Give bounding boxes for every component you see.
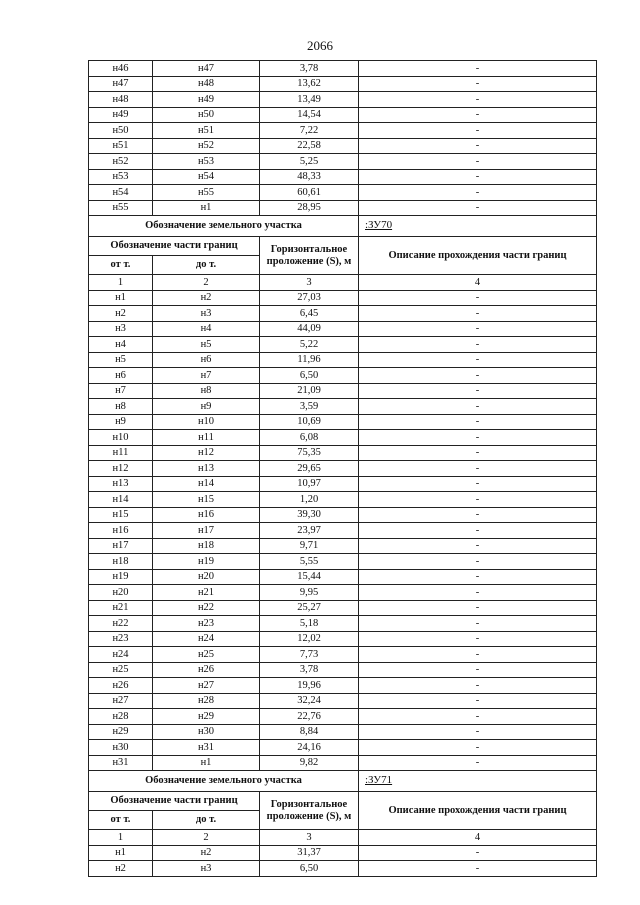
table-row <box>89 740 597 756</box>
table-row <box>89 755 597 771</box>
to-point-cell: н24 <box>153 631 260 647</box>
distance-cell: 29,65 <box>260 461 359 477</box>
from-point-cell: н15 <box>89 507 153 523</box>
description-cell: - <box>359 200 597 216</box>
distance-cell: 6,50 <box>260 861 359 877</box>
from-point-cell: н7 <box>89 383 153 399</box>
description-cell: - <box>359 169 597 185</box>
table-row <box>89 445 597 461</box>
description-cell: - <box>359 92 597 108</box>
description-cell: - <box>359 337 597 353</box>
table-row <box>89 507 597 523</box>
boundary-table-body <box>89 61 597 877</box>
from-point-cell: н27 <box>89 693 153 709</box>
distance-cell: 24,16 <box>260 740 359 756</box>
description-cell: - <box>359 399 597 415</box>
description-cell: - <box>359 352 597 368</box>
description-cell: - <box>359 693 597 709</box>
to-point-cell: н47 <box>153 61 260 77</box>
table-row <box>89 76 597 92</box>
column-number-cell: 3 <box>260 830 359 846</box>
parcel-designation-row <box>89 216 597 237</box>
from-point-cell: н26 <box>89 678 153 694</box>
table-row <box>89 631 597 647</box>
from-point-header: от т. <box>89 256 153 275</box>
to-point-cell: н19 <box>153 554 260 570</box>
distance-cell: 44,09 <box>260 321 359 337</box>
table-row <box>89 600 597 616</box>
description-cell: - <box>359 600 597 616</box>
description-cell: - <box>359 414 597 430</box>
table-row <box>89 662 597 678</box>
table-row <box>89 169 597 185</box>
from-point-cell: н5 <box>89 352 153 368</box>
to-point-cell: н8 <box>153 383 260 399</box>
table-row <box>89 461 597 477</box>
distance-header: Горизонтальное проложение (S), м <box>260 792 359 830</box>
part-label-header: Обозначение части границ <box>89 792 260 811</box>
to-point-cell: н3 <box>153 861 260 877</box>
to-point-cell: н55 <box>153 185 260 201</box>
to-point-cell: н26 <box>153 662 260 678</box>
to-point-cell: н22 <box>153 600 260 616</box>
description-cell: - <box>359 538 597 554</box>
from-point-cell: н2 <box>89 861 153 877</box>
distance-cell: 39,30 <box>260 507 359 523</box>
to-point-cell: н51 <box>153 123 260 139</box>
table-row <box>89 383 597 399</box>
from-point-cell: н10 <box>89 430 153 446</box>
description-cell: - <box>359 569 597 585</box>
distance-cell: 25,27 <box>260 600 359 616</box>
description-cell: - <box>359 492 597 508</box>
distance-cell: 15,44 <box>260 569 359 585</box>
distance-cell: 9,71 <box>260 538 359 554</box>
description-cell: - <box>359 678 597 694</box>
description-cell: - <box>359 368 597 384</box>
table-row <box>89 616 597 632</box>
table-row <box>89 399 597 415</box>
description-cell: - <box>359 709 597 725</box>
table-row <box>89 321 597 337</box>
to-point-cell: н14 <box>153 476 260 492</box>
from-point-cell: н8 <box>89 399 153 415</box>
part-label-header: Обозначение части границ <box>89 237 260 256</box>
distance-cell: 5,25 <box>260 154 359 170</box>
column-number-cell: 3 <box>260 275 359 291</box>
to-point-cell: н11 <box>153 430 260 446</box>
description-cell: - <box>359 724 597 740</box>
distance-cell: 5,18 <box>260 616 359 632</box>
to-point-cell: н9 <box>153 399 260 415</box>
from-point-cell: н24 <box>89 647 153 663</box>
table-row <box>89 185 597 201</box>
distance-cell: 31,37 <box>260 845 359 861</box>
description-cell: - <box>359 647 597 663</box>
from-point-cell: н31 <box>89 755 153 771</box>
description-cell: - <box>359 631 597 647</box>
to-point-cell: н12 <box>153 445 260 461</box>
parcel-designation-row <box>89 771 597 792</box>
description-cell: - <box>359 445 597 461</box>
from-point-cell: н4 <box>89 337 153 353</box>
description-cell: - <box>359 430 597 446</box>
from-point-cell: н12 <box>89 461 153 477</box>
to-point-cell: н1 <box>153 200 260 216</box>
distance-cell: 3,78 <box>260 662 359 678</box>
description-cell: - <box>359 154 597 170</box>
table-row <box>89 678 597 694</box>
description-cell: - <box>359 383 597 399</box>
from-point-cell: н6 <box>89 368 153 384</box>
distance-cell: 75,35 <box>260 445 359 461</box>
table-row <box>89 523 597 539</box>
to-point-cell: н3 <box>153 306 260 322</box>
column-number-row <box>89 830 597 846</box>
from-point-cell: н47 <box>89 76 153 92</box>
to-point-cell: н48 <box>153 76 260 92</box>
from-point-cell: н49 <box>89 107 153 123</box>
table-row <box>89 845 597 861</box>
from-point-cell: н23 <box>89 631 153 647</box>
table-row <box>89 724 597 740</box>
table-row <box>89 647 597 663</box>
column-number-cell: 4 <box>359 275 597 291</box>
description-cell: - <box>359 123 597 139</box>
description-cell: - <box>359 476 597 492</box>
to-point-cell: н5 <box>153 337 260 353</box>
description-header: Описание прохождения части границ <box>359 237 597 275</box>
description-cell: - <box>359 306 597 322</box>
from-point-cell: н19 <box>89 569 153 585</box>
description-cell: - <box>359 138 597 154</box>
table-header-row <box>89 237 597 256</box>
table-row <box>89 123 597 139</box>
description-cell: - <box>359 861 597 877</box>
table-row <box>89 538 597 554</box>
boundary-table <box>88 60 597 877</box>
distance-cell: 21,09 <box>260 383 359 399</box>
distance-cell: 1,20 <box>260 492 359 508</box>
to-point-cell: н7 <box>153 368 260 384</box>
page-number: 2066 <box>307 38 333 53</box>
description-cell: - <box>359 740 597 756</box>
to-point-cell: н1 <box>153 755 260 771</box>
description-cell: - <box>359 755 597 771</box>
from-point-cell: н22 <box>89 616 153 632</box>
parcel-label: Обозначение земельного участка <box>89 216 359 237</box>
table-row <box>89 352 597 368</box>
description-cell: - <box>359 585 597 601</box>
from-point-cell: н13 <box>89 476 153 492</box>
table-row <box>89 306 597 322</box>
table-row <box>89 154 597 170</box>
from-point-cell: н29 <box>89 724 153 740</box>
description-cell: - <box>359 107 597 123</box>
distance-cell: 14,54 <box>260 107 359 123</box>
distance-cell: 13,49 <box>260 92 359 108</box>
description-cell: - <box>359 461 597 477</box>
from-point-cell: н52 <box>89 154 153 170</box>
from-point-cell: н1 <box>89 290 153 306</box>
table-row <box>89 861 597 877</box>
distance-cell: 32,24 <box>260 693 359 709</box>
from-point-cell: н21 <box>89 600 153 616</box>
to-point-cell: н23 <box>153 616 260 632</box>
table-row <box>89 200 597 216</box>
distance-cell: 5,22 <box>260 337 359 353</box>
distance-cell: 27,03 <box>260 290 359 306</box>
from-point-cell: н53 <box>89 169 153 185</box>
from-point-cell: н3 <box>89 321 153 337</box>
table-row <box>89 554 597 570</box>
table-header-row <box>89 792 597 811</box>
distance-cell: 13,62 <box>260 76 359 92</box>
table-row <box>89 61 597 77</box>
description-cell: - <box>359 290 597 306</box>
description-cell: - <box>359 61 597 77</box>
description-cell: - <box>359 507 597 523</box>
from-point-cell: н20 <box>89 585 153 601</box>
distance-cell: 6,50 <box>260 368 359 384</box>
from-point-cell: н51 <box>89 138 153 154</box>
table-row <box>89 92 597 108</box>
distance-cell: 7,73 <box>260 647 359 663</box>
to-point-cell: н10 <box>153 414 260 430</box>
distance-cell: 23,97 <box>260 523 359 539</box>
to-point-cell: н13 <box>153 461 260 477</box>
from-point-cell: н25 <box>89 662 153 678</box>
distance-cell: 6,45 <box>260 306 359 322</box>
parcel-code: :ЗУ70 <box>359 216 597 237</box>
from-point-cell: н28 <box>89 709 153 725</box>
from-point-cell: н17 <box>89 538 153 554</box>
from-point-cell: н14 <box>89 492 153 508</box>
from-point-cell: н50 <box>89 123 153 139</box>
to-point-cell: н15 <box>153 492 260 508</box>
distance-cell: 3,78 <box>260 61 359 77</box>
distance-cell: 7,22 <box>260 123 359 139</box>
to-point-cell: н28 <box>153 693 260 709</box>
distance-cell: 9,95 <box>260 585 359 601</box>
distance-cell: 6,08 <box>260 430 359 446</box>
description-cell: - <box>359 321 597 337</box>
to-point-cell: н30 <box>153 724 260 740</box>
table-row <box>89 476 597 492</box>
from-point-cell: н9 <box>89 414 153 430</box>
table-row <box>89 107 597 123</box>
description-cell: - <box>359 554 597 570</box>
from-point-cell: н16 <box>89 523 153 539</box>
from-point-cell: н18 <box>89 554 153 570</box>
table-row <box>89 569 597 585</box>
to-point-cell: н2 <box>153 290 260 306</box>
distance-cell: 10,97 <box>260 476 359 492</box>
table-row <box>89 290 597 306</box>
distance-cell: 5,55 <box>260 554 359 570</box>
distance-cell: 11,96 <box>260 352 359 368</box>
from-point-cell: н1 <box>89 845 153 861</box>
to-point-cell: н31 <box>153 740 260 756</box>
to-point-cell: н25 <box>153 647 260 663</box>
distance-cell: 12,02 <box>260 631 359 647</box>
from-point-cell: н46 <box>89 61 153 77</box>
from-point-cell: н30 <box>89 740 153 756</box>
distance-cell: 19,96 <box>260 678 359 694</box>
to-point-cell: н4 <box>153 321 260 337</box>
from-point-cell: н55 <box>89 200 153 216</box>
to-point-cell: н52 <box>153 138 260 154</box>
from-point-cell: н2 <box>89 306 153 322</box>
to-point-cell: н20 <box>153 569 260 585</box>
to-point-cell: н29 <box>153 709 260 725</box>
distance-cell: 3,59 <box>260 399 359 415</box>
column-number-cell: 1 <box>89 275 153 291</box>
description-cell: - <box>359 523 597 539</box>
description-cell: - <box>359 185 597 201</box>
description-cell: - <box>359 616 597 632</box>
to-point-cell: н50 <box>153 107 260 123</box>
table-row <box>89 492 597 508</box>
column-number-cell: 2 <box>153 275 260 291</box>
distance-cell: 10,69 <box>260 414 359 430</box>
column-number-cell: 4 <box>359 830 597 846</box>
description-cell: - <box>359 845 597 861</box>
from-point-cell: н54 <box>89 185 153 201</box>
distance-cell: 8,84 <box>260 724 359 740</box>
distance-cell: 60,61 <box>260 185 359 201</box>
table-row <box>89 414 597 430</box>
distance-cell: 22,76 <box>260 709 359 725</box>
to-point-header: до т. <box>153 811 260 830</box>
table-row <box>89 709 597 725</box>
to-point-cell: н21 <box>153 585 260 601</box>
distance-header: Горизонтальное проложение (S), м <box>260 237 359 275</box>
to-point-cell: н54 <box>153 169 260 185</box>
to-point-cell: н17 <box>153 523 260 539</box>
table-row <box>89 337 597 353</box>
distance-cell: 48,33 <box>260 169 359 185</box>
table-row <box>89 138 597 154</box>
from-point-header: от т. <box>89 811 153 830</box>
parcel-code: :ЗУ71 <box>359 771 597 792</box>
to-point-cell: н2 <box>153 845 260 861</box>
distance-cell: 22,58 <box>260 138 359 154</box>
table-row <box>89 368 597 384</box>
parcel-label: Обозначение земельного участка <box>89 771 359 792</box>
from-point-cell: н11 <box>89 445 153 461</box>
to-point-cell: н18 <box>153 538 260 554</box>
table-row <box>89 693 597 709</box>
description-header: Описание прохождения части границ <box>359 792 597 830</box>
description-cell: - <box>359 662 597 678</box>
to-point-cell: н27 <box>153 678 260 694</box>
column-number-cell: 2 <box>153 830 260 846</box>
to-point-cell: н16 <box>153 507 260 523</box>
distance-cell: 9,82 <box>260 755 359 771</box>
column-number-row <box>89 275 597 291</box>
to-point-header: до т. <box>153 256 260 275</box>
table-row <box>89 585 597 601</box>
distance-cell: 28,95 <box>260 200 359 216</box>
column-number-cell: 1 <box>89 830 153 846</box>
from-point-cell: н48 <box>89 92 153 108</box>
description-cell: - <box>359 76 597 92</box>
table-row <box>89 430 597 446</box>
to-point-cell: н6 <box>153 352 260 368</box>
to-point-cell: н53 <box>153 154 260 170</box>
to-point-cell: н49 <box>153 92 260 108</box>
